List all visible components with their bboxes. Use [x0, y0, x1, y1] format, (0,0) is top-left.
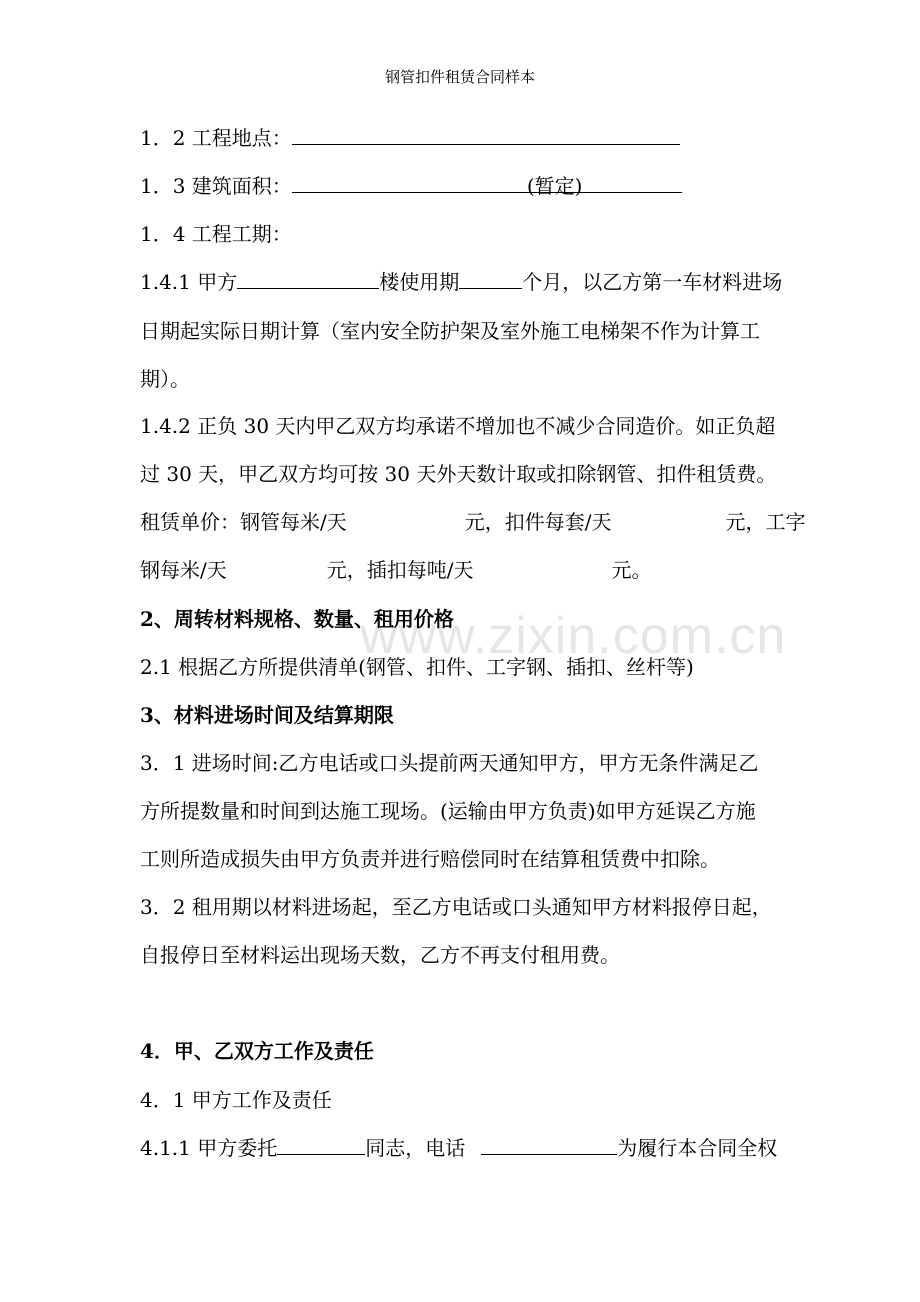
clause-4-1-1-part-b: 同志，电话 — [365, 1136, 466, 1160]
clause-1-4-1-part-b: 楼使用期 — [379, 270, 460, 294]
unit-price-part-b: 元，扣件每套/天 — [464, 510, 612, 534]
paragraph-line: 自报停日至材料运出现场天数，乙方不再支付租用费。 — [140, 943, 620, 967]
unit-price-part-c: 元，工字 — [725, 510, 806, 534]
delegate-name-blank[interactable] — [277, 1134, 365, 1155]
clause-1-4-1-part-a: 1.4.1 甲方 — [140, 270, 238, 294]
usage-months-blank[interactable] — [459, 268, 522, 289]
paragraph-line: 3．2 租用期以材料进场起，至乙方电话或口头通知甲方材料报停日起， — [140, 895, 772, 919]
building-area-line — [140, 172, 810, 200]
paragraph-line: 1.4.2 正负 30 天内甲乙双方均承诺不增加也不减少合同造价。如正负超 — [140, 414, 776, 438]
watermark: www.zixin.com.cn — [360, 607, 787, 665]
paragraph-line: 方所提数量和时间到达施工现场。(运输由甲方负责)如甲方延误乙方施 — [140, 799, 756, 823]
subsection-4-1-heading: 4．1 甲方工作及责任 — [140, 1088, 332, 1112]
paragraph-line: 期）。 — [140, 367, 190, 391]
building-area-label: 1．3 建筑面积： — [140, 174, 292, 198]
phone-blank[interactable] — [481, 1134, 617, 1155]
paragraph-line: 日期起实际日期计算（室内安全防护架及室外施工电梯架不作为计算工 — [140, 319, 760, 343]
unit-price-line-2 — [140, 556, 810, 584]
project-duration-heading: 1．4 工程工期： — [140, 222, 292, 246]
clause-1-4-1-part-c: 个月，以乙方第一车材料进场 — [522, 270, 783, 294]
paragraph-line: 过 30 天，甲乙双方均可按 30 天外天数计取或扣除钢管、扣件租赁费。 — [140, 462, 777, 486]
page-header: 钢管扣件租赁合同样本 — [384, 68, 535, 86]
unit-price-part-e: 元，插扣每吨/天 — [326, 558, 474, 582]
unit-price-part-f: 元。 — [611, 558, 652, 582]
section-2-heading: 2、周转材料规格、数量、租用价格 — [140, 607, 454, 631]
clause-4-1-1-part-c: 为履行本合同全权 — [617, 1136, 778, 1160]
unit-price-line — [140, 508, 810, 536]
site-location-line — [140, 124, 810, 152]
clause-4-1-1-part-a: 4.1.1 甲方委托 — [140, 1136, 278, 1160]
party-a-building-blank[interactable] — [237, 268, 379, 289]
section-4-heading: 4．甲、乙双方工作及责任 — [140, 1039, 374, 1063]
site-location-label: 1．2 工程地点： — [140, 126, 292, 150]
unit-price-part-a: 租赁单价：钢管每米/天 — [140, 510, 347, 534]
section-3-heading: 3、材料进场时间及结算期限 — [140, 703, 394, 727]
unit-price-part-d: 钢每米/天 — [140, 558, 227, 582]
building-area-blank[interactable] — [292, 172, 682, 198]
clause-1-4-1-line — [140, 268, 810, 296]
paragraph-line: 2.1 根据乙方所提供清单(钢管、扣件、工字钢、插扣、丝杆等) — [140, 655, 694, 679]
building-area-note: (暂定) — [526, 174, 583, 198]
paragraph-line: 3．1 进场时间:乙方电话或口头提前两天通知甲方，甲方无条件满足乙 — [140, 751, 759, 775]
site-location-blank[interactable] — [292, 124, 680, 145]
clause-4-1-1-line — [140, 1134, 810, 1162]
paragraph-line: 工则所造成损失由甲方负责并进行赔偿同时在结算租赁费中扣除。 — [140, 847, 720, 871]
